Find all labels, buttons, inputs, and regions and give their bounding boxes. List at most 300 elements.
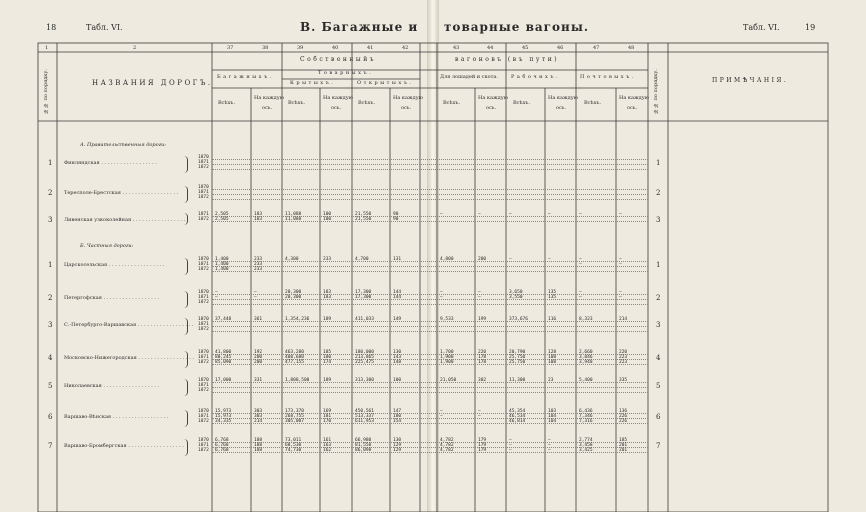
cell-value: — — [509, 443, 512, 448]
cell-value: — — [254, 290, 257, 295]
cell-value: 17,300 — [355, 295, 372, 300]
cell-value: 100 — [393, 378, 402, 383]
cell-value: 189 — [323, 378, 332, 383]
row-number-right: 2 — [656, 294, 661, 302]
row-number: 7 — [48, 442, 53, 450]
row-number: 4 — [48, 354, 53, 362]
row-year: 1872 — [198, 195, 209, 200]
cell-value: 6,768 — [215, 448, 229, 453]
road-name: Финляндская . . . — [64, 161, 157, 166]
row-number-right: 4 — [656, 354, 661, 362]
cell-value: — — [619, 295, 622, 300]
cell-value: 129 — [393, 448, 402, 453]
table-label-left: Табл. VI. — [86, 23, 123, 32]
cell-value: 5,400 — [579, 378, 593, 383]
section-private-roads: Б. Частныя дороги: — [80, 243, 134, 249]
subhead-per: На каждую — [254, 95, 285, 101]
title-left: В. Багажные и — [300, 20, 419, 34]
dotted-rule — [212, 194, 648, 195]
cell-value: 2,774 — [579, 438, 593, 443]
row-year: 1870 — [198, 350, 209, 355]
cell-value: 233 — [254, 262, 263, 267]
cell-value: 1,808,500 — [285, 378, 310, 383]
cell-value: — — [548, 257, 551, 262]
heading-postal: Почтовыхъ. — [580, 74, 636, 80]
colnum-46: 46 — [557, 45, 564, 51]
row-number: 1 — [48, 159, 53, 167]
cell-value: — — [619, 257, 622, 262]
cell-value: 20,790 — [509, 350, 526, 355]
dotted-rule — [212, 199, 648, 200]
cell-value: 81,558 — [355, 443, 372, 448]
cell-value: 173,370 — [285, 409, 304, 414]
cell-value: 104 — [548, 419, 557, 424]
subhead-per: На каждую — [323, 95, 354, 101]
cell-value: 2,660 — [579, 350, 593, 355]
row-year: 1871 — [198, 295, 209, 300]
cell-value: — — [579, 212, 582, 217]
cell-value: 200 — [254, 355, 263, 360]
row-number-right: 1 — [656, 261, 661, 269]
cell-value: 103 — [548, 409, 557, 414]
row-year: 1870 — [198, 409, 209, 414]
cell-value: 305,007 — [285, 419, 304, 424]
cell-value: 46,534 — [509, 414, 526, 419]
subhead-axle: ось. — [556, 105, 567, 111]
cell-value: 80,245 — [215, 355, 232, 360]
dotted-rule — [212, 159, 648, 160]
cell-value: 46,814 — [509, 419, 526, 424]
heading-covered: Крытыхъ. — [290, 80, 336, 86]
cell-value: — — [619, 262, 622, 267]
cell-value: 161 — [323, 438, 332, 443]
row-year: 1870 — [198, 378, 209, 383]
cell-value: 1,700 — [440, 350, 454, 355]
cell-value: — — [579, 257, 582, 262]
row-year: 1872 — [198, 419, 209, 424]
cell-value: 7,346 — [579, 414, 593, 419]
row-bracket — [184, 439, 188, 456]
cell-value: — — [548, 448, 551, 453]
cell-value: 6,436 — [579, 409, 593, 414]
cell-value: 4,300 — [285, 257, 299, 262]
cell-value: 90 — [393, 217, 399, 222]
cell-value: 144 — [393, 295, 402, 300]
cell-value: 213,865 — [355, 355, 374, 360]
dotted-rule — [212, 304, 648, 305]
colnum-38: 38 — [262, 45, 269, 51]
cell-value: 169 — [323, 409, 332, 414]
row-year: 1870 — [198, 438, 209, 443]
cell-value: — — [440, 212, 443, 217]
colnum-45: 45 — [522, 45, 529, 51]
cell-value: — — [619, 290, 622, 295]
cell-value: 180,000 — [355, 350, 374, 355]
cell-value: 233 — [254, 257, 263, 262]
row-year: 1870 — [198, 185, 209, 190]
cell-value: 233 — [254, 267, 263, 272]
row-number-right: 7 — [656, 442, 661, 450]
dotted-rule — [212, 299, 648, 300]
cell-value: 23 — [548, 378, 554, 383]
cell-value: 361 — [254, 317, 263, 322]
cell-value: 178 — [478, 355, 487, 360]
cell-value: 1,400 — [215, 262, 229, 267]
road-name: Царскосельская . . . — [64, 263, 164, 268]
heading-owned: Собственныйъ — [300, 56, 377, 63]
cell-value: — — [478, 290, 481, 295]
cell-value: — — [509, 438, 512, 443]
cell-value: 163 — [323, 443, 332, 448]
cell-value: 303 — [254, 414, 263, 419]
cell-value: 181 — [323, 414, 332, 419]
road-name: Ливенская узкоколейная . . . — [64, 218, 188, 223]
road-name: Тересполе-Брестская . . . — [64, 191, 178, 196]
cell-value: 183 — [323, 295, 332, 300]
colnum-37: 37 — [227, 45, 234, 51]
heading-open: Открытыхъ. — [357, 80, 414, 86]
row-year: 1871 — [198, 383, 209, 388]
cell-value: 1,400 — [215, 257, 229, 262]
cell-value: — — [215, 290, 218, 295]
cell-value: 192 — [254, 350, 263, 355]
cell-value: 180 — [393, 414, 402, 419]
subhead-per: На каждую — [548, 95, 579, 101]
cell-value: 188 — [254, 448, 263, 453]
cell-value: 25,750 — [509, 355, 526, 360]
cell-value: 178 — [478, 360, 487, 365]
row-number: 3 — [48, 321, 53, 329]
road-name: Варшаво-Вѣнская . . . — [64, 415, 168, 420]
cell-value: 21,550 — [355, 217, 372, 222]
cell-value: 66,980 — [355, 438, 372, 443]
cell-value: 189 — [323, 317, 332, 322]
cell-value: — — [579, 262, 582, 267]
cell-value: 136 — [619, 409, 628, 414]
row-year: 1872 — [198, 327, 209, 332]
section-state-roads: А. Правительственныя дороги: — [80, 142, 167, 148]
cell-value: — — [509, 448, 512, 453]
cell-value: — — [478, 212, 481, 217]
colnum-47: 47 — [593, 45, 600, 51]
cell-value: 100 — [323, 217, 332, 222]
cell-value: 9,533 — [440, 317, 454, 322]
cell-value: 130 — [393, 438, 402, 443]
row-bracket — [184, 379, 188, 396]
cell-value: 128 — [548, 350, 557, 355]
cell-value: 4,800 — [440, 257, 454, 262]
cell-value: 3,425 — [579, 448, 593, 453]
row-number-right: 1 — [656, 159, 661, 167]
subhead-all: Всѣхъ. — [584, 100, 602, 106]
cell-value: 149 — [393, 317, 402, 322]
title-right: товарные вагоны. — [444, 20, 590, 34]
road-name: С.-Петербурго-Варшавская . . . — [64, 323, 193, 328]
cell-value: 335 — [619, 378, 628, 383]
cell-value: 21,550 — [355, 212, 372, 217]
cell-value: 183 — [254, 217, 263, 222]
row-year: 1871 — [198, 190, 209, 195]
cell-value: 147 — [393, 409, 402, 414]
cell-value: 302 — [478, 378, 487, 383]
cell-value: 86,098 — [355, 448, 372, 453]
cell-value: 373,676 — [509, 317, 528, 322]
subhead-per: На каждую — [393, 95, 424, 101]
dotted-rule — [212, 271, 648, 272]
cell-value: 1,354,236 — [285, 317, 310, 322]
colnum-48: 48 — [628, 45, 635, 51]
cell-value: 3,458 — [579, 443, 593, 448]
cell-value: 135 — [548, 290, 557, 295]
row-number-right: 3 — [656, 216, 661, 224]
row-number-right: 6 — [656, 413, 661, 421]
cell-value: 148 — [393, 360, 402, 365]
cell-value: — — [509, 257, 512, 262]
dotted-rule — [212, 392, 648, 393]
cell-value: 1,900 — [440, 355, 454, 360]
row-year: 1872 — [198, 217, 209, 222]
cell-value: 41,800 — [215, 350, 232, 355]
cell-value: 179 — [478, 438, 487, 443]
cell-value: 100 — [323, 212, 332, 217]
cell-value: 223 — [619, 360, 628, 365]
cell-value: 3,550 — [509, 295, 523, 300]
cell-value: 220 — [619, 350, 628, 355]
cell-value: 226 — [619, 419, 628, 424]
heading-workers: Рабочихъ. — [511, 74, 561, 80]
subhead-all: Всѣхъ. — [358, 100, 376, 106]
row-number: 5 — [48, 382, 53, 390]
cell-value: 411,033 — [355, 317, 374, 322]
cell-value: 183 — [254, 212, 263, 217]
table-label-right: Табл. VI. — [743, 23, 780, 32]
dotted-rule — [212, 164, 648, 165]
colnum-40: 40 — [332, 45, 339, 51]
road-name: Николаевская . . . — [64, 384, 159, 389]
row-year: 1872 — [198, 388, 209, 393]
cell-value: 220 — [478, 350, 487, 355]
cell-value: 477,155 — [285, 360, 304, 365]
dotted-rule — [212, 221, 648, 222]
cell-value: 90 — [393, 212, 399, 217]
row-number: 3 — [48, 216, 53, 224]
cell-value: 154 — [393, 419, 402, 424]
cell-value: — — [478, 414, 481, 419]
cell-value: 1,900 — [440, 360, 454, 365]
cell-value: 200 — [478, 257, 487, 262]
row-number-right: 2 — [656, 189, 661, 197]
cell-value: 73,011 — [285, 438, 302, 443]
cell-value: 131 — [393, 257, 402, 262]
cell-value: 17,300 — [355, 290, 372, 295]
cell-value: — — [548, 438, 551, 443]
dotted-rule — [212, 331, 648, 332]
cell-value: 223 — [619, 355, 628, 360]
heading-baggage: Багажныхъ. — [217, 74, 274, 80]
cell-value: 313,300 — [355, 378, 374, 383]
cell-value: — — [254, 295, 257, 300]
cell-value: 4,700 — [355, 257, 369, 262]
subhead-all: Всѣхъ. — [218, 100, 236, 106]
cell-value: 200 — [254, 360, 263, 365]
page-number-left: 18 — [46, 23, 57, 32]
cell-value: — — [478, 409, 481, 414]
row-year: 1872 — [198, 165, 209, 170]
cell-value: — — [440, 290, 443, 295]
cell-value: 144 — [393, 290, 402, 295]
row-year: 1870 — [198, 317, 209, 322]
road-name: Варшаво-Бромбергская . . . — [64, 444, 184, 449]
cell-value: — — [619, 212, 622, 217]
heading-in-transit: вагоновъ (въ пути) — [455, 56, 560, 63]
heading-rownum: №№ по порядку. — [43, 69, 49, 114]
cell-value: 6,768 — [215, 438, 229, 443]
cell-value: 20,300 — [285, 295, 302, 300]
cell-value: 611,953 — [355, 419, 374, 424]
row-number: 2 — [48, 294, 53, 302]
heading-road-names: НАЗВАНИЯ ДОРОГЪ. — [92, 79, 213, 87]
row-bracket — [184, 351, 188, 368]
cell-value: 15,973 — [215, 409, 232, 414]
cell-value: 4,782 — [440, 443, 454, 448]
cell-value: 233 — [323, 257, 332, 262]
dotted-rule — [212, 169, 648, 170]
cell-value: 1,400 — [215, 267, 229, 272]
cell-value: 135 — [548, 295, 557, 300]
cell-value: 20,300 — [285, 290, 302, 295]
row-bracket — [184, 186, 188, 203]
subhead-axle: ось. — [486, 105, 497, 111]
row-year: 1870 — [198, 155, 209, 160]
row-year: 1871 — [198, 443, 209, 448]
row-year: 1872 — [198, 360, 209, 365]
row-year: 1872 — [198, 267, 209, 272]
row-year: 1870 — [198, 290, 209, 295]
colnum-43: 43 — [453, 45, 460, 51]
cell-value: 3,846 — [579, 355, 593, 360]
cell-value: 108 — [548, 355, 557, 360]
cell-value: 201 — [619, 443, 628, 448]
cell-value: — — [548, 212, 551, 217]
subhead-axle: ось. — [331, 105, 342, 111]
cell-value: 8,323 — [579, 317, 593, 322]
cell-value: 68,530 — [285, 443, 302, 448]
row-bracket — [184, 291, 188, 308]
cell-value: — — [579, 295, 582, 300]
cell-value: 199 — [478, 317, 487, 322]
row-year: 1871 — [198, 262, 209, 267]
colnum-41: 41 — [367, 45, 374, 51]
row-bracket — [184, 318, 188, 335]
row-year: 1871 — [198, 322, 209, 327]
cell-value: 201 — [619, 448, 628, 453]
cell-value: — — [215, 295, 218, 300]
cell-value: 11,300 — [509, 378, 526, 383]
cell-value: 11,088 — [285, 212, 302, 217]
cell-value: 85,090 — [215, 360, 232, 365]
dotted-rule — [212, 326, 648, 327]
cell-value: 188 — [254, 438, 263, 443]
row-year: 1872 — [198, 300, 209, 305]
row-bracket — [184, 156, 188, 173]
subhead-per: На каждую — [619, 95, 650, 101]
cell-value: 450,561 — [355, 409, 374, 414]
row-year: 1872 — [198, 448, 209, 453]
cell-value: 3,948 — [579, 360, 593, 365]
row-number-right: 5 — [656, 382, 661, 390]
row-year: 1871 — [198, 414, 209, 419]
cell-value: 463,280 — [285, 350, 304, 355]
cell-value: 143 — [393, 355, 402, 360]
subhead-axle: ось. — [627, 105, 638, 111]
colnum-1: 1 — [45, 45, 49, 51]
subhead-all: Всѣхъ. — [443, 100, 461, 106]
cell-value: 174 — [323, 360, 332, 365]
dotted-rule — [212, 261, 648, 262]
cell-value: — — [548, 443, 551, 448]
cell-value: 6,768 — [215, 443, 229, 448]
cell-value: 162 — [323, 448, 332, 453]
subhead-axle: ось. — [401, 105, 412, 111]
cell-value: 45,354 — [509, 409, 526, 414]
cell-value: 225,475 — [355, 360, 374, 365]
subhead-per: На каждую — [478, 95, 509, 101]
cell-value: 268,755 — [285, 414, 304, 419]
cell-value: 183 — [323, 290, 332, 295]
dotted-rule — [212, 294, 648, 295]
cell-value: 25,750 — [509, 360, 526, 365]
dotted-rule — [212, 387, 648, 388]
cell-value: 170 — [323, 419, 332, 424]
road-name: Московско-Нижегородская . . . — [64, 356, 194, 361]
subhead-all: Всѣхъ. — [288, 100, 306, 106]
row-year: 1871 — [198, 160, 209, 165]
heading-freight: Товарныхъ. — [318, 70, 374, 76]
cell-value: 74,730 — [285, 448, 302, 453]
cell-value: 179 — [478, 443, 487, 448]
cell-value: — — [579, 290, 582, 295]
row-bracket — [184, 410, 188, 427]
cell-value: 15,973 — [215, 414, 232, 419]
cell-value: 179 — [478, 448, 487, 453]
cell-value: 129 — [393, 443, 402, 448]
cell-value: — — [440, 295, 443, 300]
row-number: 6 — [48, 413, 53, 421]
cell-value: 303 — [254, 409, 263, 414]
cell-value: 34,335 — [215, 419, 232, 424]
cell-value: — — [440, 414, 443, 419]
road-name: Петергофская . . . — [64, 296, 159, 301]
colnum-2: 2 — [133, 45, 137, 51]
cell-value: 3,650 — [509, 290, 523, 295]
row-number-right: 3 — [656, 321, 661, 329]
cell-value: 116 — [548, 317, 557, 322]
cell-value: 37,448 — [215, 317, 232, 322]
cell-value: 408,680 — [285, 355, 304, 360]
colnum-39: 39 — [297, 45, 304, 51]
heading-cattle: Для лошадей и скота. — [440, 74, 498, 80]
colnum-44: 44 — [487, 45, 494, 51]
cell-value: — — [478, 295, 481, 300]
cell-value: 2,505 — [215, 217, 229, 222]
cell-value: 331 — [254, 378, 263, 383]
dotted-rule — [212, 189, 648, 190]
cell-value: 188 — [254, 443, 263, 448]
row-year: 1871 — [198, 212, 209, 217]
cell-value: — — [440, 409, 443, 414]
colnum-42: 42 — [402, 45, 409, 51]
subhead-axle: ось. — [262, 105, 273, 111]
